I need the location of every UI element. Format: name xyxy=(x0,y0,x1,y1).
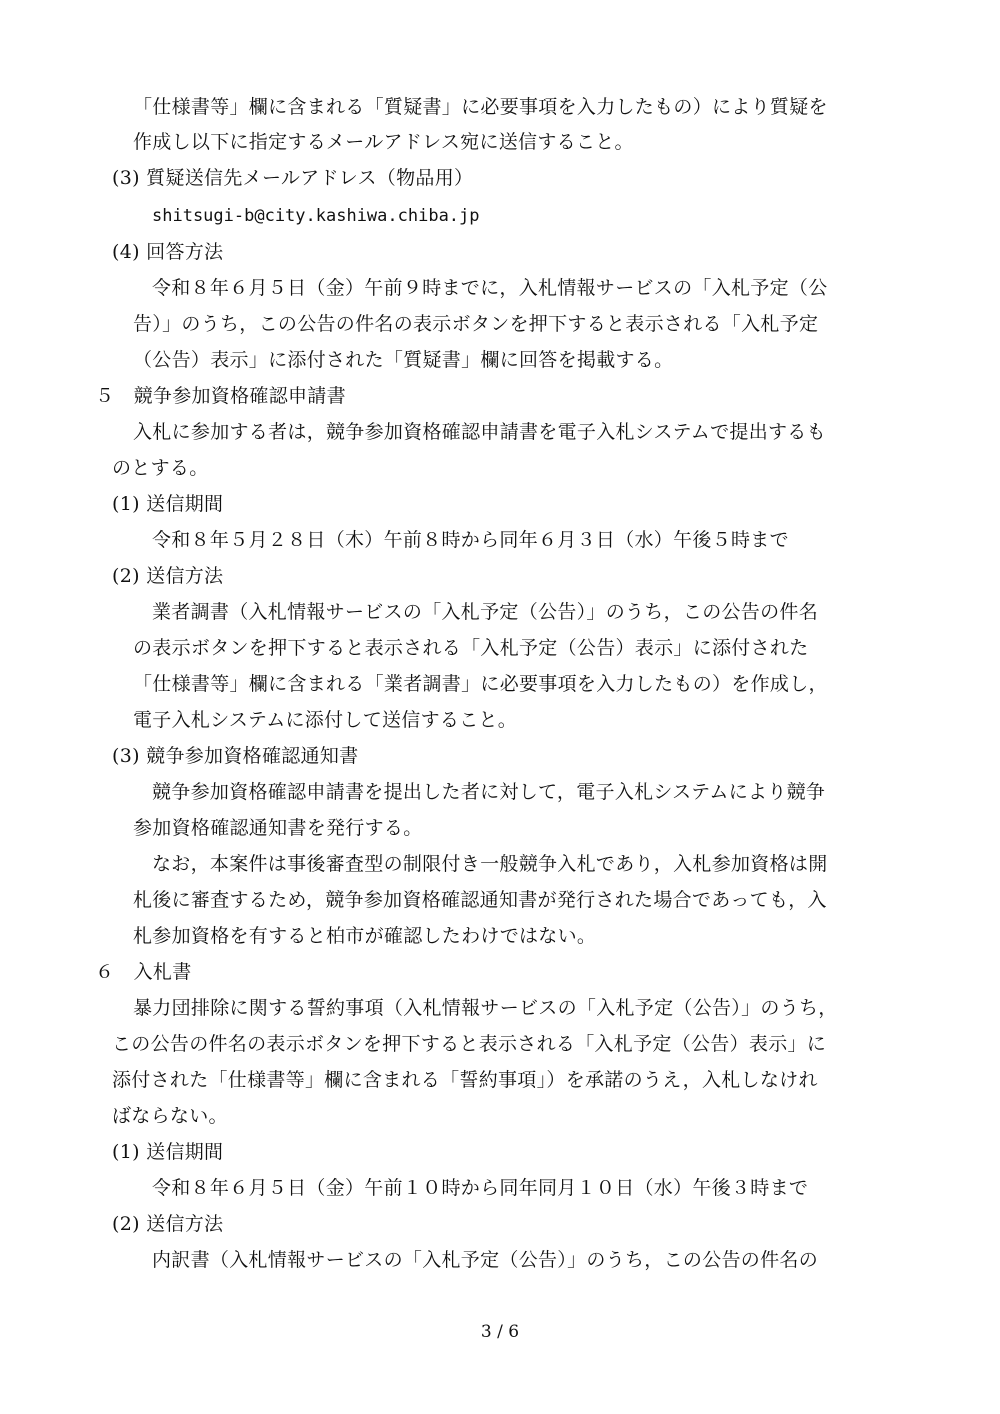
text-line: （公告）表示」に添付された「質疑書」欄に回答を掲載する。 xyxy=(133,349,674,371)
text-line: 入札に参加する者は，競争参加資格確認申請書を電子入札システムで提出するも xyxy=(133,421,826,443)
text-line: 「仕様書等」欄に含まれる「質疑書」に必要事項を入力したもの）により質疑を xyxy=(133,96,828,118)
text-line: 参加資格確認通知書を発行する。 xyxy=(133,817,423,839)
text-line: 札参加資格を有すると柏市が確認したわけではない。 xyxy=(133,925,597,947)
text-line: 令和８年６月５日（金）午前１０時から同年同月１０日（水）午後３時まで xyxy=(152,1177,809,1199)
subsection-heading: (2) 送信方法 xyxy=(112,1213,224,1235)
text-line: 告）」のうち，この公告の件名の表示ボタンを押下すると表示される「入札予定 xyxy=(133,313,819,335)
text-line: 令和８年６月５日（金）午前９時までに，入札情報サービスの「入札予定（公 xyxy=(152,277,828,299)
text-line: 札後に審査するため，競争参加資格確認通知書が発行された場合であっても，入 xyxy=(133,889,827,911)
text-line: なお，本案件は事後審査型の制限付き一般競争入札であり，入札参加資格は開 xyxy=(152,853,828,875)
subsection-heading: (2) 送信方法 xyxy=(112,565,224,587)
email-address: shitsugi-b@city.kashiwa.chiba.jp xyxy=(152,206,480,226)
text-line: 作成し以下に指定するメールアドレス宛に送信すること。 xyxy=(133,131,634,153)
text-line: のとする。 xyxy=(112,457,209,479)
subsection-heading: (1) 送信期間 xyxy=(112,493,224,515)
text-line: 暴力団排除に関する誓約事項（入札情報サービスの「入札予定（公告）」のうち， xyxy=(133,997,838,1019)
text-line: この公告の件名の表示ボタンを押下すると表示される「入札予定（公告）表示」に xyxy=(112,1033,827,1055)
text-line: の表示ボタンを押下すると表示される「入札予定（公告）表示」に添付された xyxy=(133,637,809,659)
text-line: 電子入札システムに添付して送信すること。 xyxy=(133,709,518,731)
text-line: 添付された「仕様書等」欄に含まれる「誓約事項」）を承諾のうえ，入札しなけれ xyxy=(112,1069,818,1091)
subsection-heading: (1) 送信期間 xyxy=(112,1141,224,1163)
subsection-heading: (3) 質疑送信先メールアドレス（物品用） xyxy=(112,167,474,189)
subsection-heading: (3) 競争参加資格確認通知書 xyxy=(112,745,359,767)
text-line: 業者調書（入札情報サービスの「入札予定（公告）」のうち，この公告の件名 xyxy=(152,601,819,623)
text-line: 令和８年５月２８日（木）午前８時から同年６月３日（水）午後５時まで xyxy=(152,529,789,551)
page-number: 3 / 6 xyxy=(480,1322,520,1342)
section-heading: ５ 競争参加資格確認申請書 xyxy=(95,385,346,407)
text-line: ばならない。 xyxy=(112,1105,228,1127)
section-heading: ６ 入札書 xyxy=(95,961,192,983)
subsection-heading: (4) 回答方法 xyxy=(112,241,224,263)
text-line: 内訳書（入札情報サービスの「入札予定（公告）」のうち，この公告の件名の xyxy=(152,1249,819,1271)
text-line: 競争参加資格確認申請書を提出した者に対して，電子入札システムにより競争 xyxy=(152,781,826,803)
text-line: 「仕様書等」欄に含まれる「業者調書」に必要事項を入力したもの）を作成し， xyxy=(133,673,828,695)
